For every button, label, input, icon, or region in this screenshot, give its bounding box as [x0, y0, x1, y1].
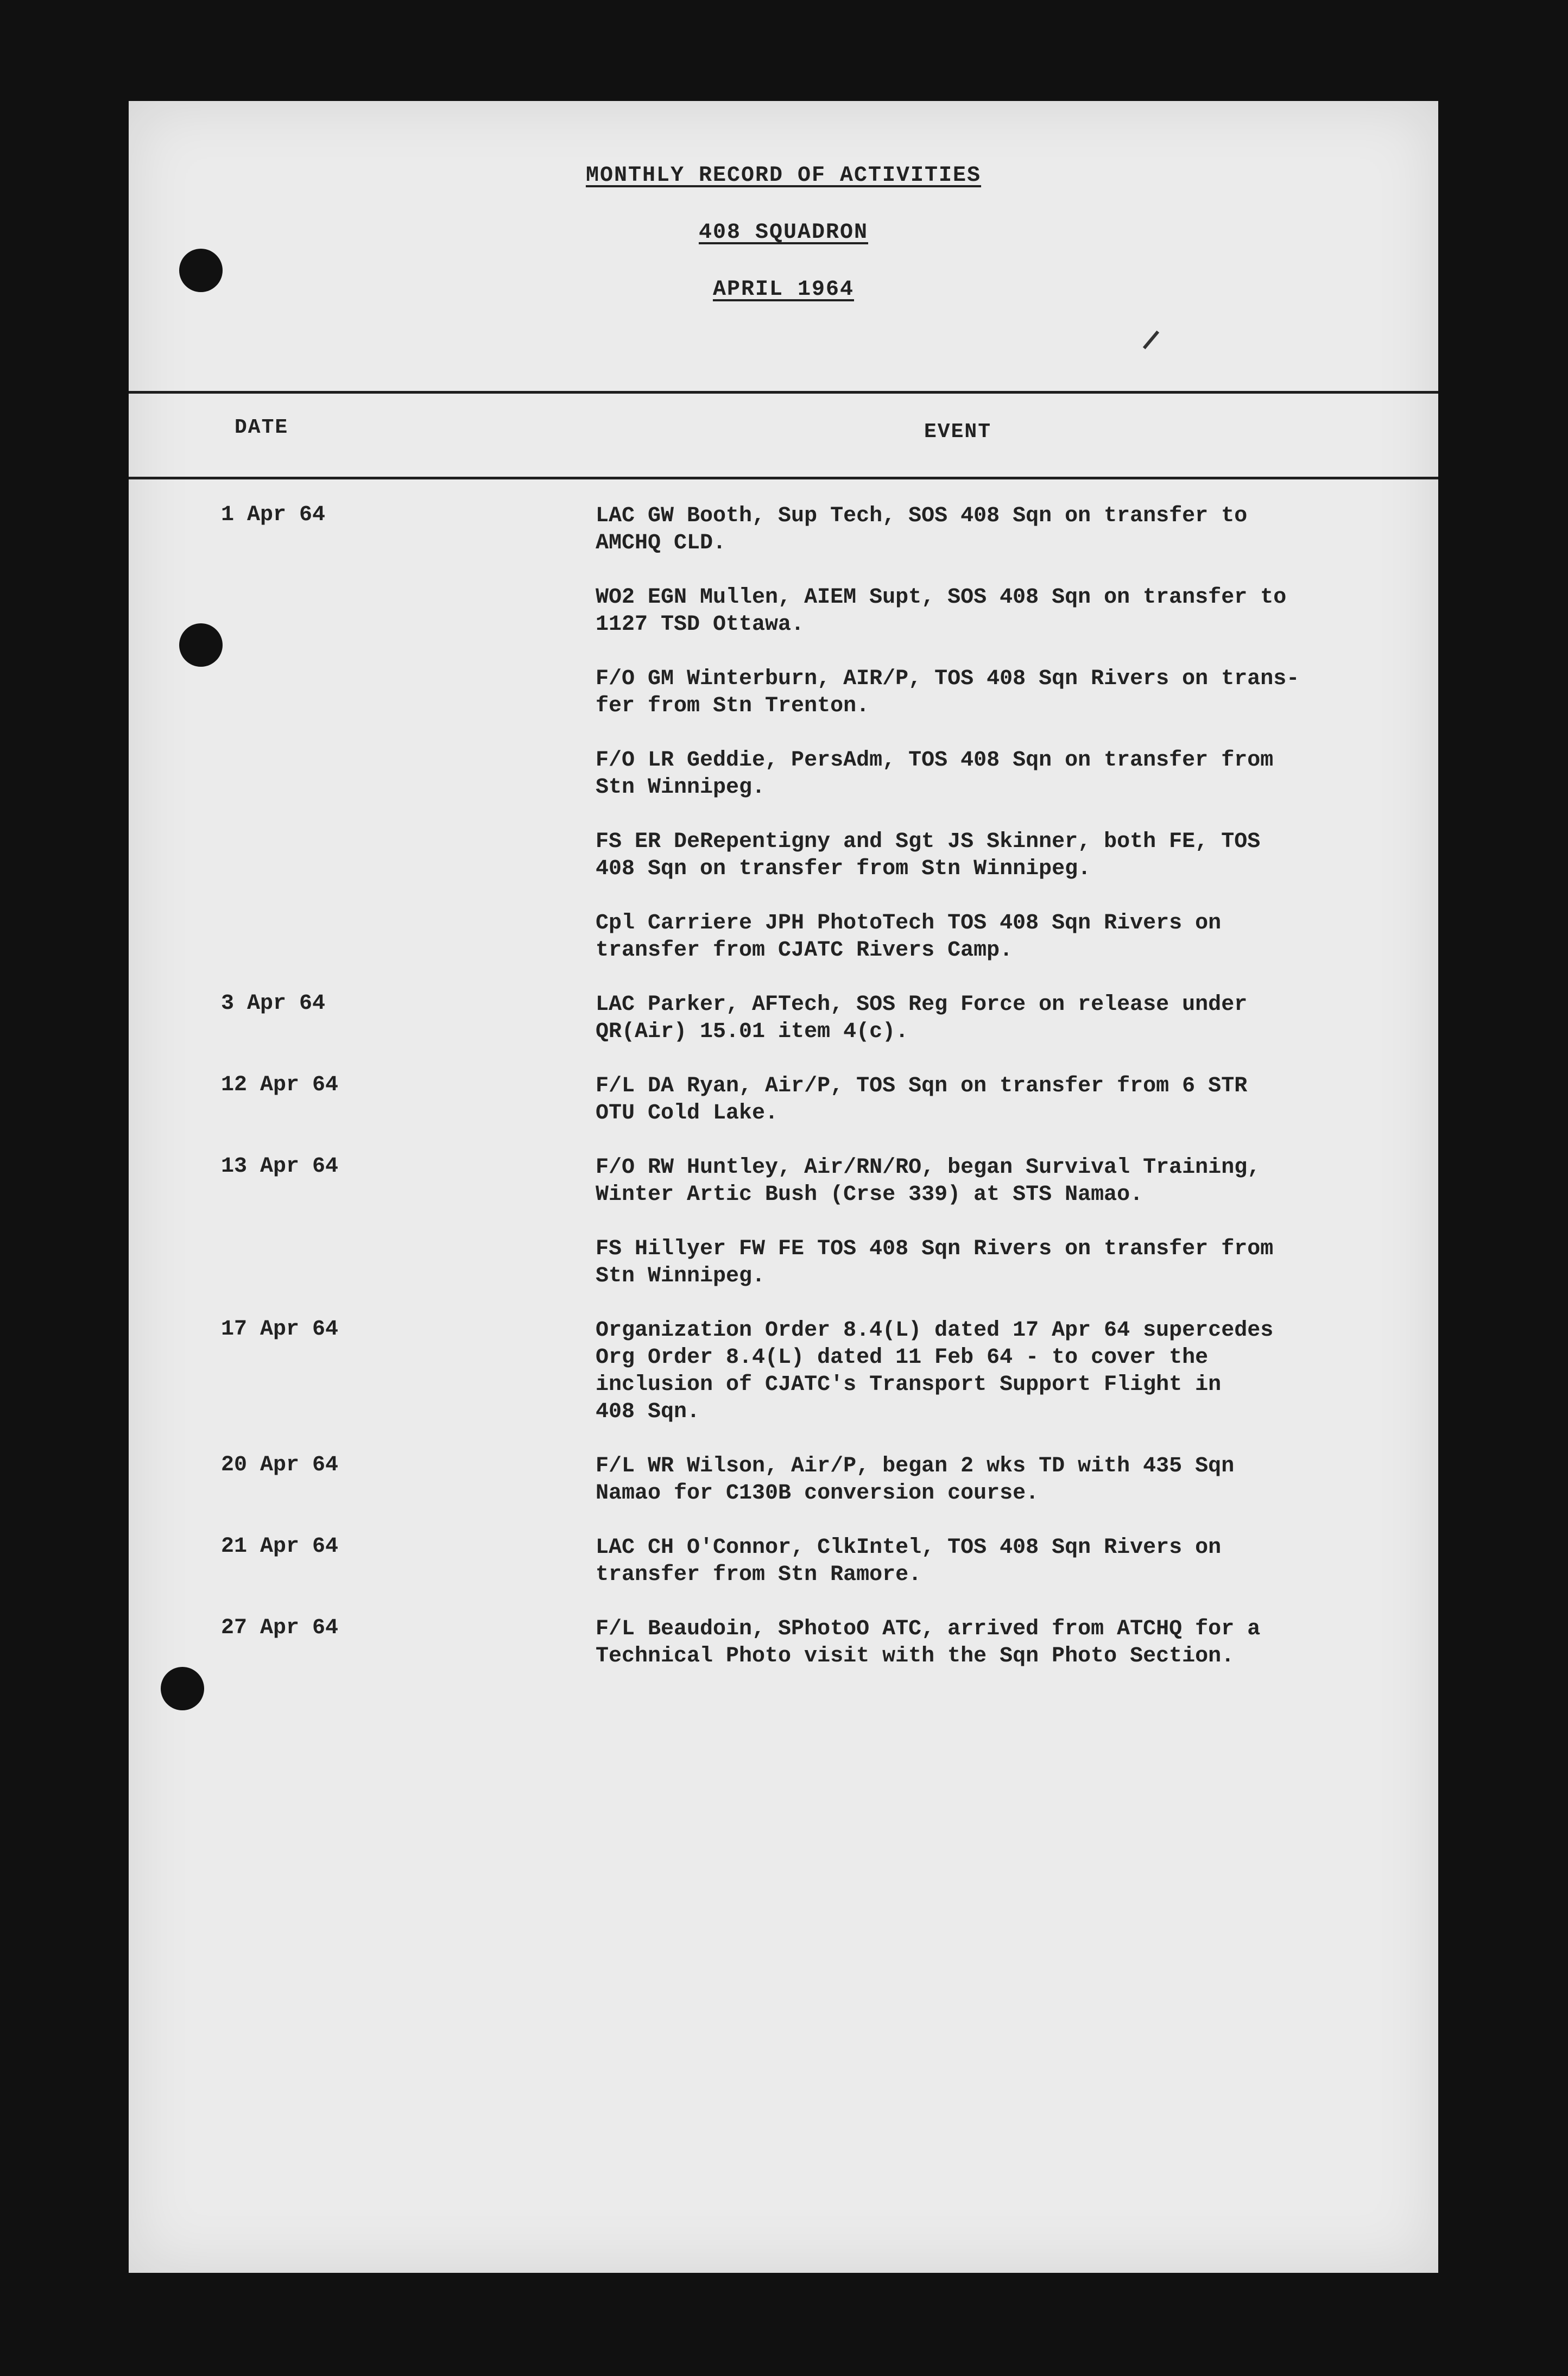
entry-row — [129, 1453, 1438, 1507]
document-title: MONTHLY RECORD OF ACTIVITIES — [585, 163, 982, 188]
entry-event: FS ER DeRepentigny and Sgt JS Skinner, both FE, TOS 408 Sqn on transfer from Stn Winnipeg. — [596, 830, 1261, 881]
entry-event: F/O GM Winterburn, AIR/P, TOS 408 Sqn Rivers on trans- fer from Stn Trenton. — [596, 667, 1300, 718]
entry-event: WO2 EGN Mullen, AIEM Supt, SOS 408 Sqn on transfer to 1127 TSD Ottawa. — [596, 585, 1287, 637]
entry-event: FS Hillyer FW FE TOS 408 Sqn Rivers on transfer from Stn Winnipeg. — [596, 1237, 1274, 1288]
entry-date: 12 Apr 64 — [221, 1073, 339, 1097]
entry-row — [129, 747, 1438, 801]
header-rule-bottom — [129, 477, 1438, 479]
header-rule-top — [129, 391, 1438, 394]
entry-event: F/O LR Geddie, PersAdm, TOS 408 Sqn on transfer from Stn Winnipeg. — [596, 748, 1274, 800]
entry-row — [129, 1534, 1438, 1589]
entry-row — [129, 503, 1438, 557]
entry-date: 1 Apr 64 — [221, 503, 326, 527]
unit-name: 408 SQUADRON — [698, 220, 869, 245]
entry-date: 27 Apr 64 — [221, 1616, 339, 1640]
entry-event: F/L DA Ryan, Air/P, TOS Sqn on transfer from 6 STR OTU Cold Lake. — [596, 1074, 1248, 1126]
entry-row — [129, 991, 1438, 1046]
entry-date: 21 Apr 64 — [221, 1534, 339, 1559]
entry-row — [129, 584, 1438, 639]
entry-row — [129, 1154, 1438, 1209]
report-period: APRIL 1964 — [712, 277, 855, 302]
entry-row — [129, 1317, 1438, 1426]
entry-date: 3 Apr 64 — [221, 991, 326, 1016]
entry-event: LAC CH O'Connor, ClkIntel, TOS 408 Sqn Rivers on transfer from Stn Ramore. — [596, 1535, 1222, 1587]
entry-row — [129, 1236, 1438, 1290]
entry-row — [129, 666, 1438, 720]
entry-event: LAC GW Booth, Sup Tech, SOS 408 Sqn on transfer to AMCHQ CLD. — [596, 504, 1248, 555]
entry-event: F/L Beaudoin, SPhotoO ATC, arrived from ATCHQ for a Technical Photo visit with the Sqn Photo Section. — [596, 1617, 1261, 1669]
entry-row — [129, 1616, 1438, 1670]
entry-row — [129, 910, 1438, 964]
entry-row — [129, 1073, 1438, 1127]
event-column-header: EVENT — [924, 420, 992, 444]
entry-date: 13 Apr 64 — [221, 1154, 339, 1179]
entry-event: F/L WR Wilson, Air/P, began 2 wks TD with 435 Sqn Namao for C130B conversion course. — [596, 1454, 1235, 1506]
entry-row — [129, 829, 1438, 883]
entry-date: 17 Apr 64 — [221, 1317, 339, 1342]
pencil-mark — [1143, 331, 1159, 349]
entry-date: 20 Apr 64 — [221, 1453, 339, 1477]
date-column-header: DATE — [235, 416, 289, 439]
entry-event: Organization Order 8.4(L) dated 17 Apr 64 supercedes Org Order 8.4(L) dated 11 Feb 64 - to cover the inclusion of CJATC's Transport Support Flight in 408 Sqn. — [596, 1318, 1274, 1424]
entries-list — [129, 503, 1438, 1697]
document-page — [129, 101, 1438, 2273]
entry-event: LAC Parker, AFTech, SOS Reg Force on release under QR(Air) 15.01 item 4(c). — [596, 993, 1248, 1044]
entry-event: F/O RW Huntley, Air/RN/RO, began Survival Training, Winter Artic Bush (Crse 339) at STS Namao. — [596, 1155, 1261, 1207]
entry-event: Cpl Carriere JPH PhotoTech TOS 408 Sqn Rivers on transfer from CJATC Rivers Camp. — [596, 911, 1222, 963]
